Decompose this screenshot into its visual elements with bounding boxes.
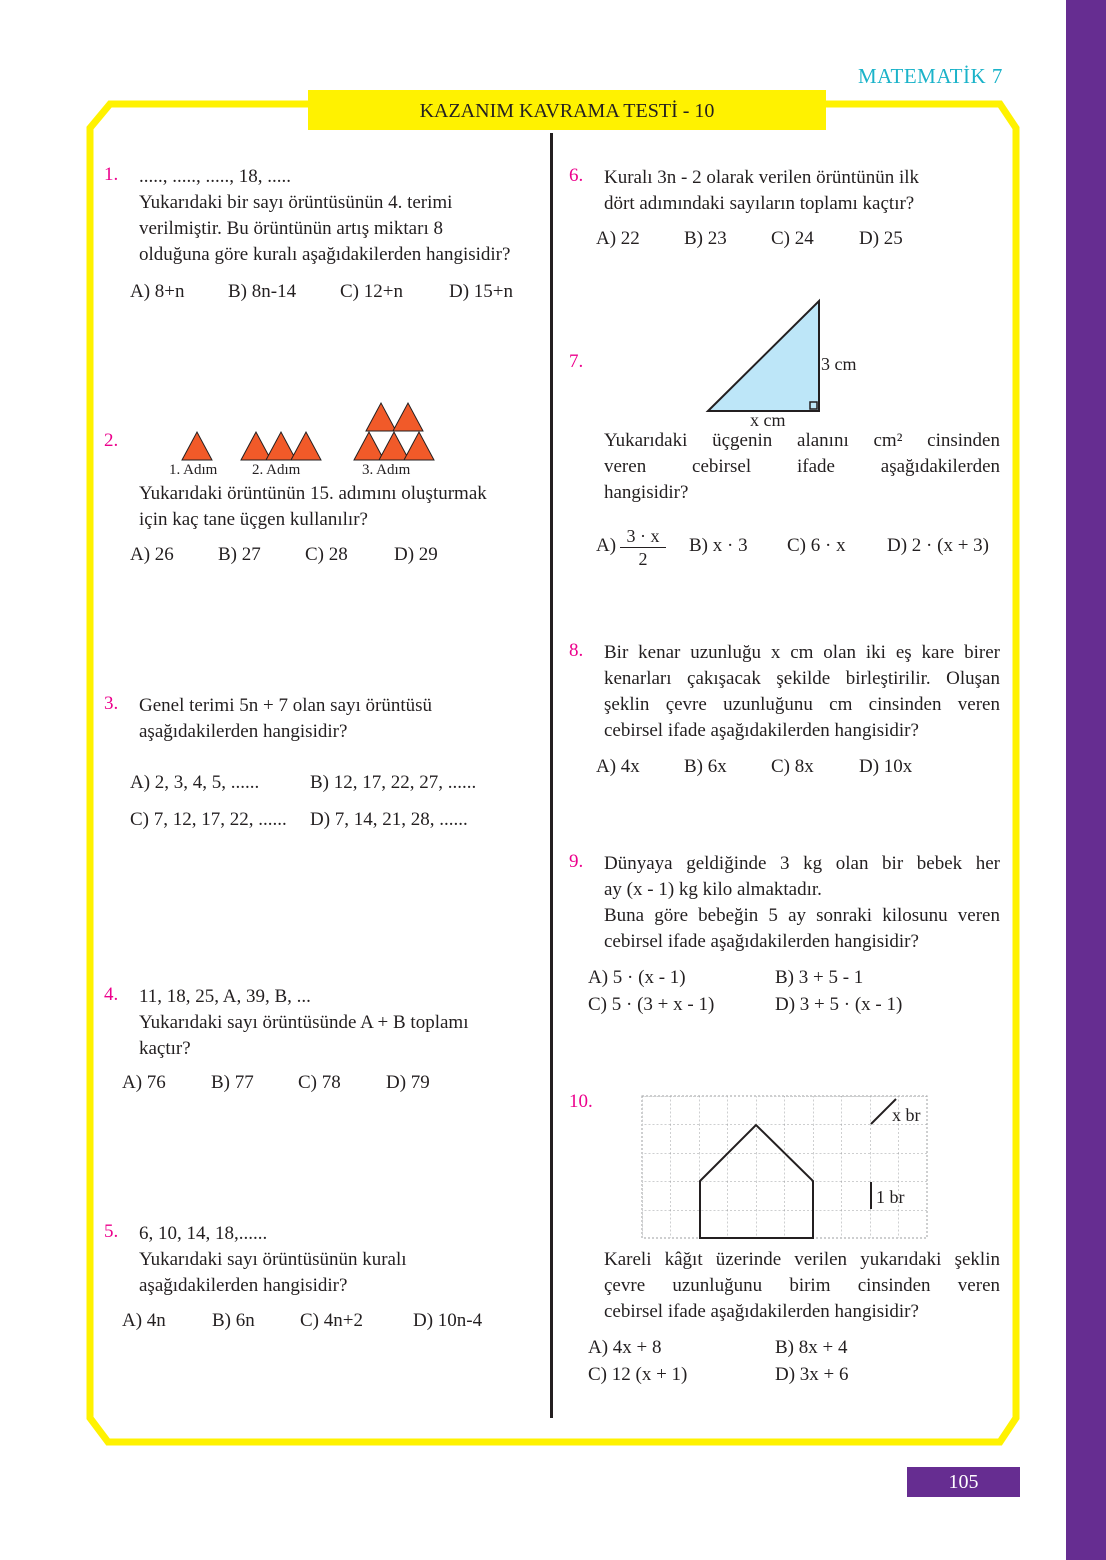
stem-line: için kaç tane üçgen kullanılır?	[139, 509, 368, 530]
column-divider	[550, 133, 553, 1418]
stem-line: olduğuna göre kuralı aşağıdakilerden hangisidir?	[139, 244, 511, 265]
stem-line: Yukarıdaki sayı örüntüsünün kuralı	[139, 1249, 407, 1270]
option-a[interactable]: A) 76	[122, 1072, 166, 1093]
step-label: 2. Adım	[252, 462, 301, 478]
question-number: 3.	[104, 693, 119, 714]
triangle-shape	[182, 432, 212, 460]
stem-line: Kuralı 3n - 2 olarak verilen örüntünün ilk	[604, 167, 920, 188]
stem-line: 11, 18, 25, A, 39, B, ...	[139, 986, 311, 1007]
stem-line: Yukarıdaki sayı örüntüsünde A + B toplamı	[139, 1012, 469, 1033]
option-d[interactable]: D) 2 · (x + 3)	[887, 535, 989, 556]
option-b[interactable]: B) 8n-14	[228, 281, 297, 302]
fraction-denominator: 2	[638, 549, 648, 569]
subject-label: MATEMATİK 7	[858, 64, 1003, 88]
question-number: 7.	[569, 351, 584, 372]
option-b[interactable]: B) 8x + 4	[775, 1337, 848, 1358]
question-number: 1.	[104, 164, 119, 185]
option-b[interactable]: B) 6n	[212, 1310, 255, 1331]
question-stem	[604, 640, 1000, 718]
stem-line: verilmiştir. Bu örüntünün artış miktarı 8	[139, 218, 443, 239]
stem-line: cebirsel ifade aşağıdakilerden hangisidir?	[604, 720, 919, 741]
option-a[interactable]: A) 22	[596, 228, 640, 249]
test-title: KAZANIM KAVRAMA TESTİ - 10	[308, 90, 826, 130]
x-unit-label: x br	[892, 1105, 921, 1125]
option-b[interactable]: B) 23	[684, 228, 727, 249]
question-number: 2.	[104, 430, 119, 451]
stem-line: Kareli kâğıt üzerinde verilen yukarıdaki şeklin	[604, 1249, 1000, 1270]
option-b[interactable]: B) 77	[211, 1072, 254, 1093]
question-number: 9.	[569, 851, 584, 872]
stem-line: şeklin çevre uzunluğunu cm cinsinden veren	[604, 694, 1000, 715]
question-number: 4.	[104, 984, 119, 1005]
option-d[interactable]: D) 29	[394, 544, 438, 565]
stem-line: aşağıdakilerden hangisidir?	[139, 721, 348, 742]
question-stem-end	[604, 480, 1000, 506]
triangle-shape	[404, 432, 434, 460]
one-unit-label: 1 br	[876, 1187, 905, 1207]
option-c[interactable]: C) 4n+2	[300, 1310, 363, 1331]
option-c[interactable]: C) 8x	[771, 756, 814, 777]
option-a[interactable]: A)	[596, 535, 617, 556]
option-c[interactable]: C) 7, 12, 17, 22, ......	[130, 809, 287, 830]
question-number: 6.	[569, 165, 584, 186]
stem-line: cebirsel ifade aşağıdakilerden hangisidir?	[604, 1301, 919, 1322]
question-number: 10.	[569, 1091, 593, 1112]
question-stem	[604, 851, 1000, 877]
option-a[interactable]: A) 4x + 8	[588, 1337, 662, 1358]
question-number: 8.	[569, 640, 584, 661]
option-d[interactable]: D) 10x	[859, 756, 913, 777]
option-b[interactable]: B) 6x	[684, 756, 727, 777]
question-stem-mid	[604, 877, 1000, 903]
option-c[interactable]: C) 28	[305, 544, 348, 565]
stem-line: Bir kenar uzunluğu x cm olan iki eş kare birer	[604, 642, 1000, 663]
stem-line: ....., ....., ....., 18, .....	[139, 166, 291, 187]
option-d[interactable]: D) 10n-4	[413, 1310, 483, 1331]
option-a[interactable]: A) 26	[130, 544, 174, 565]
option-d[interactable]: D) 25	[859, 228, 903, 249]
step-label: 1. Adım	[169, 462, 218, 478]
option-b[interactable]: B) 3 + 5 - 1	[775, 967, 864, 988]
triangle-shape	[393, 403, 423, 431]
question-stem	[139, 481, 539, 533]
base-label: x cm	[750, 410, 786, 430]
stem-line: Buna göre bebeğin 5 ay sonraki kilosunu veren	[604, 905, 1000, 926]
triangle-shape	[379, 432, 409, 460]
stem-line: çevre uzunluğunu birim cinsinden veren	[604, 1275, 1000, 1296]
option-c[interactable]: C) 5 · (3 + x - 1)	[588, 994, 715, 1015]
stem-line: dört adımındaki sayıların toplamı kaçtır?	[604, 193, 915, 214]
option-a[interactable]: A) 8+n	[130, 281, 185, 302]
option-c[interactable]: C) 12 (x + 1)	[588, 1364, 688, 1385]
option-b[interactable]: B) 12, 17, 22, 27, ......	[310, 772, 477, 793]
page-number: 105	[907, 1467, 1020, 1497]
grid-paper	[642, 1096, 927, 1238]
stem-line: ay (x - 1) kg kilo almaktadır.	[604, 879, 822, 900]
question-stem	[604, 165, 1000, 217]
right-triangle-figure	[700, 296, 830, 416]
question-stem	[604, 1247, 1000, 1299]
triangle-shape	[241, 432, 271, 460]
option-a[interactable]: A) 2, 3, 4, 5, ......	[130, 772, 260, 793]
stem-line: Yukarıdaki örüntünün 15. adımını oluşturmak	[139, 483, 487, 504]
fraction-numerator: 3 · x	[620, 525, 666, 548]
stem-line: aşağıdakilerden hangisidir?	[139, 1275, 348, 1296]
stem-line: Yukarıdaki bir sayı örüntüsünün 4. terimi	[139, 192, 453, 213]
triangle-shape	[291, 432, 321, 460]
option-d[interactable]: D) 3x + 6	[775, 1364, 849, 1385]
stem-line: veren cebirsel ifade aşağıdakilerden	[604, 456, 1000, 477]
question-stem	[139, 984, 539, 1062]
option-c[interactable]: C) 78	[298, 1072, 341, 1093]
triangle-pattern-figure	[170, 398, 450, 462]
question-stem-end	[604, 1299, 1000, 1325]
option-d[interactable]: D) 3 + 5 · (x - 1)	[775, 994, 903, 1015]
stem-line: 6, 10, 14, 18,......	[139, 1223, 268, 1244]
question-stem	[604, 428, 1000, 480]
option-c[interactable]: C) 24	[771, 228, 814, 249]
option-d[interactable]: D) 7, 14, 21, 28, ......	[310, 809, 468, 830]
stem-line: hangisidir?	[604, 482, 689, 503]
right-triangle-shape	[708, 301, 819, 411]
stem-line: Yukarıdaki üçgenin alanını cm² cinsinden	[604, 430, 1000, 451]
option-b[interactable]: B) x · 3	[689, 535, 748, 556]
triangle-shape	[266, 432, 296, 460]
option-d[interactable]: D) 15+n	[449, 281, 514, 302]
stem-line: kaçtır?	[139, 1038, 191, 1059]
purple-side-strip	[1066, 0, 1106, 1560]
height-label: 3 cm	[821, 354, 857, 374]
option-a[interactable]: A) 5 · (x - 1)	[588, 967, 686, 988]
question-stem-cont	[604, 903, 1000, 929]
stem-line: cebirsel ifade aşağıdakilerden hangisidir?	[604, 931, 919, 952]
option-c[interactable]: C) 6 · x	[787, 535, 846, 556]
triangle-shape	[366, 403, 396, 431]
option-a[interactable]: A) 4x	[596, 756, 640, 777]
question-stem-end	[604, 718, 1000, 744]
option-c[interactable]: C) 12+n	[340, 281, 403, 302]
stem-line: kenarları çakışacak şekilde birleştirilir. Oluşan	[604, 668, 1000, 689]
question-stem-end	[604, 929, 1000, 955]
question-stem	[139, 164, 549, 268]
option-a-fraction[interactable]	[620, 525, 666, 570]
stem-line: Dünyaya geldiğinde 3 kg olan bir bebek her	[604, 853, 1000, 874]
question-number: 5.	[104, 1221, 119, 1242]
question-stem	[139, 693, 539, 745]
option-b[interactable]: B) 27	[218, 544, 261, 565]
triangle-shape	[354, 432, 384, 460]
step-label: 3. Adım	[362, 462, 411, 478]
stem-line: Genel terimi 5n + 7 olan sayı örüntüsü	[139, 695, 433, 716]
option-d[interactable]: D) 79	[386, 1072, 430, 1093]
grid-house-figure	[640, 1094, 930, 1240]
question-stem	[139, 1221, 539, 1299]
option-a[interactable]: A) 4n	[122, 1310, 166, 1331]
